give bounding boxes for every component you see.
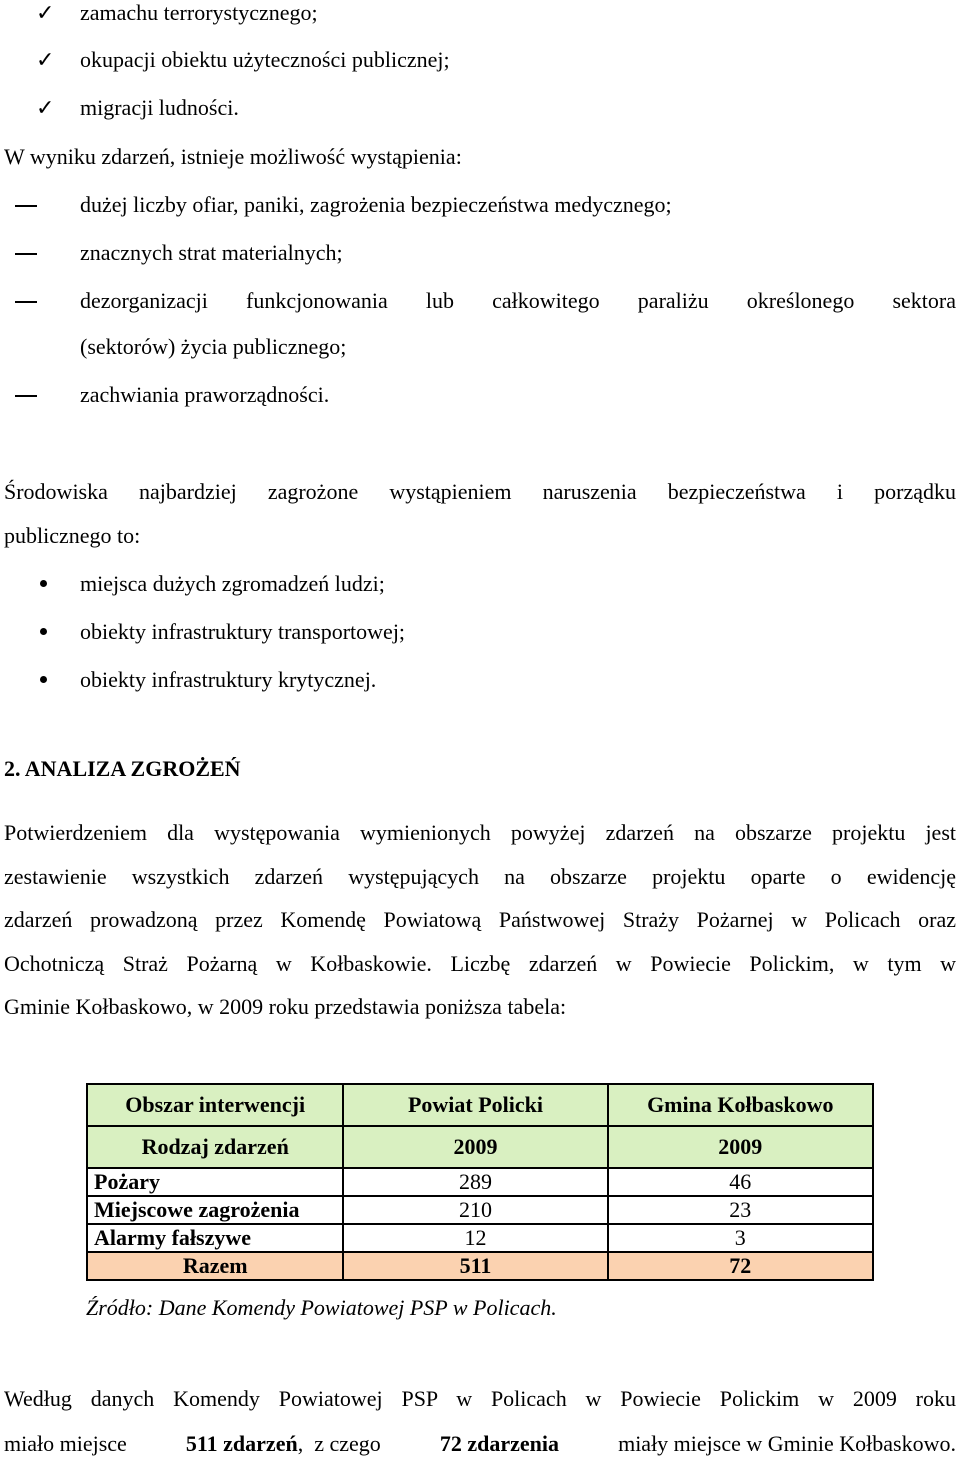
bullet-list-item: obiekty infrastruktury krytycznej. xyxy=(80,667,377,692)
table-header-cell: Obszar interwencji xyxy=(87,1084,343,1126)
section-heading: 2. ANALIZA ZGROŻEŃ xyxy=(4,756,241,781)
bullet-marker xyxy=(40,628,47,635)
table-total-label: Razem xyxy=(87,1252,343,1280)
paragraph-line: zestawienie wszystkich zdarzeń występujących na obszarze projektu oparte o ewidencję xyxy=(4,864,956,889)
check-icon: ✓ xyxy=(36,47,55,72)
paragraph-line: zdarzeń prowadzoną przez Komendę Powiatową Państwowej Straży Pożarnej w Policach oraz xyxy=(4,907,956,932)
table-header-cell: Powiat Policki xyxy=(343,1084,607,1126)
dash-list-item: dezorganizacji funkcjonowania lub całkowitego paraliżu określonego sektora xyxy=(80,288,956,313)
table-row xyxy=(87,1196,873,1224)
paragraph-line: Środowiska najbardziej zagrożone wystąpieniem naruszenia bezpieczeństwa i porządku xyxy=(4,479,956,504)
table-cell-gmina: 23 xyxy=(608,1196,873,1224)
table-header-row xyxy=(87,1084,873,1126)
text-span: miały miejsce w Gminie Kołbaskowo. xyxy=(618,1431,956,1456)
table-subheader-row xyxy=(87,1126,873,1168)
highlight-count-powiat: 511 zdarzeń xyxy=(185,1431,298,1456)
table-total-powiat: 511 xyxy=(343,1252,607,1280)
paragraph-line: Potwierdzeniem dla występowania wymienionych powyżej zdarzeń na obszarze projektu jest xyxy=(4,820,956,845)
table-subheader-cell: 2009 xyxy=(608,1126,873,1168)
table-source-note: Źródło: Dane Komendy Powiatowej PSP w Policach. xyxy=(86,1295,557,1320)
text-span: miało miejsce xyxy=(4,1431,127,1456)
highlight-count-gmina: 72 zdarzenia xyxy=(439,1431,559,1456)
dash-list-item: zachwiania praworządności. xyxy=(80,382,330,407)
check-list-item: okupacji obiektu użyteczności publicznej; xyxy=(80,47,450,72)
paragraph-line: Według danych Komendy Powiatowej PSP w Policach w Powiecie Polickim w 2009 roku xyxy=(4,1386,956,1411)
incident-table xyxy=(86,1083,874,1281)
table-row xyxy=(87,1224,873,1252)
bullet-marker xyxy=(40,676,47,683)
dash-marker xyxy=(15,253,37,255)
check-list-item: zamachu terrorystycznego; xyxy=(80,0,318,25)
bullet-marker xyxy=(40,580,47,587)
table-row-label: Miejscowe zagrożenia xyxy=(87,1196,343,1224)
dash-marker xyxy=(15,205,37,207)
check-icon: ✓ xyxy=(36,95,55,120)
dash-list-item-continuation: (sektorów) życia publicznego; xyxy=(80,334,347,359)
dash-list-item: dużej liczby ofiar, paniki, zagrożenia bezpieczeństwa medycznego; xyxy=(80,192,672,217)
paragraph-line: Ochotniczą Straż Pożarną w Kołbaskowie. Liczbę zdarzeń w Powiecie Polickim, w tym w xyxy=(4,951,956,976)
dash-marker xyxy=(15,395,37,397)
dash-marker xyxy=(15,301,37,303)
paragraph-line: Gminie Kołbaskowo, w 2009 roku przedstawia poniższa tabela: xyxy=(4,994,567,1019)
paragraph-line: publicznego to: xyxy=(4,523,141,548)
table-cell-gmina: 46 xyxy=(608,1168,873,1196)
table-cell-gmina: 3 xyxy=(608,1224,873,1252)
check-list-item: migracji ludności. xyxy=(80,95,239,120)
text-span: , z czego xyxy=(297,1431,381,1456)
table-header-cell: Gmina Kołbaskowo xyxy=(608,1084,873,1126)
text-group xyxy=(186,1431,381,1457)
check-icon: ✓ xyxy=(36,0,55,25)
bullet-list-item: miejsca dużych zgromadzeń ludzi; xyxy=(80,571,385,596)
table-total-gmina: 72 xyxy=(608,1252,873,1280)
table-total-row xyxy=(87,1252,873,1280)
table-subheader-cell: 2009 xyxy=(343,1126,607,1168)
table-row-label: Alarmy fałszywe xyxy=(87,1224,343,1252)
table-row xyxy=(87,1168,873,1196)
paragraph-line-final xyxy=(4,1431,956,1457)
dash-list-item: znacznych strat materialnych; xyxy=(80,240,343,265)
table-cell-powiat: 289 xyxy=(343,1168,607,1196)
table-cell-powiat: 12 xyxy=(343,1224,607,1252)
bullet-list-item: obiekty infrastruktury transportowej; xyxy=(80,619,406,644)
intro-text: W wyniku zdarzeń, istnieje możliwość wystąpienia: xyxy=(4,144,462,169)
table-row-label: Pożary xyxy=(87,1168,343,1196)
table-cell-powiat: 210 xyxy=(343,1196,607,1224)
table-subheader-cell: Rodzaj zdarzeń xyxy=(87,1126,343,1168)
